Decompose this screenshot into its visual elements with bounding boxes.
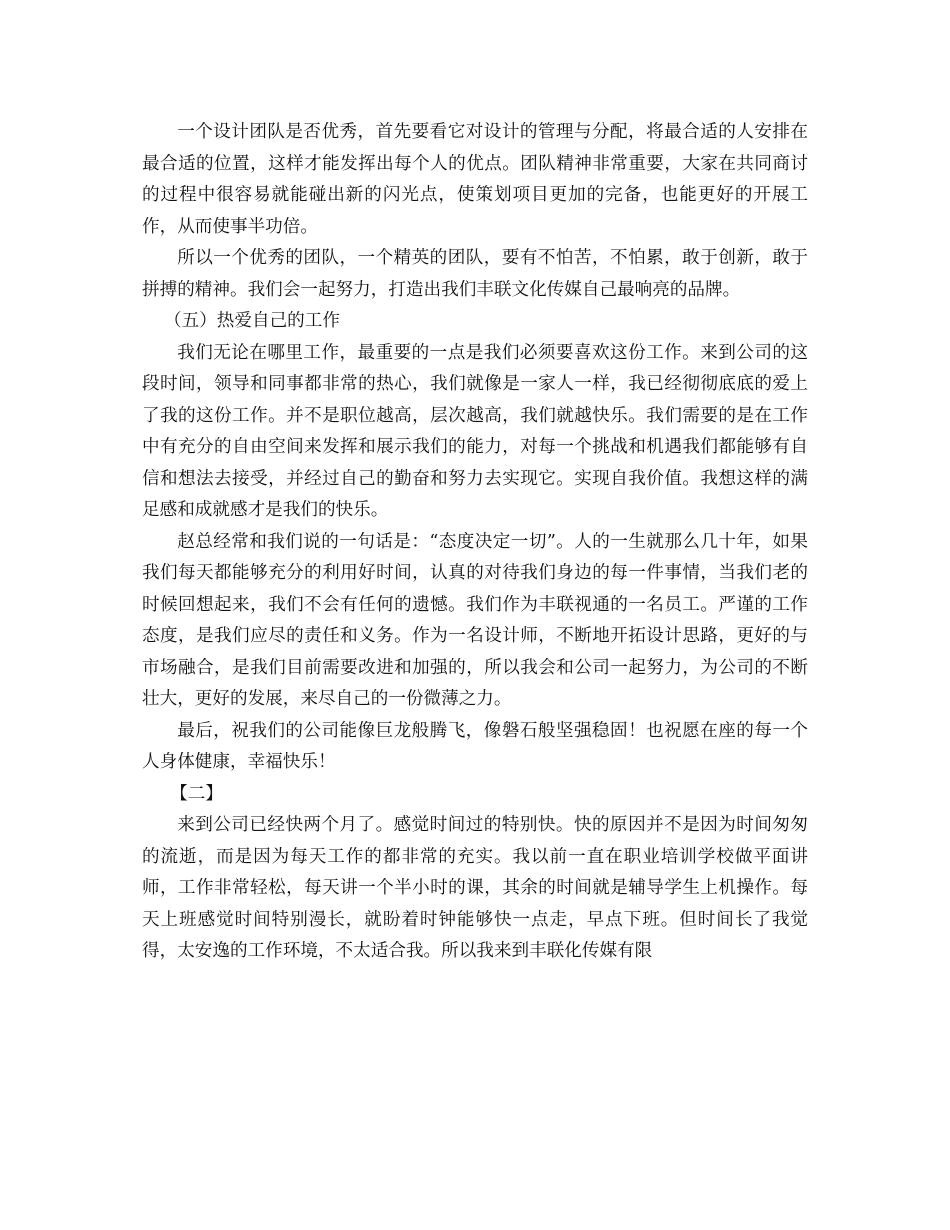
paragraph-team-spirit: 所以一个优秀的团队，一个精英的团队，要有不怕苦，不怕累，敢于创新，敢于拼搏的精神。我们会一起努力，打造出我们丰联文化传媒自己最响亮的品牌。 bbox=[142, 248, 808, 300]
paragraph-love-work: 我们无论在哪里工作，最重要的一点是我们必须要喜欢这份工作。来到公司的这段时间，领导和同事都非常的热心，我们就像是一家人一样，我已经彻彻底底的爱上了我的这份工作。并不是职位越高，层次越高，我们就越快乐。我们需要的是在工作中有充分的自由空间来发挥和展示我们的能力，对每一个挑战和机遇我们都能够有自信和想法去接受，并经过自己的勤奋和努力去实现它。实现自我价值。我想这样的满足感和成就感才是我们的快乐。 bbox=[142, 342, 808, 520]
paragraph-attitude: 赵总经常和我们说的一句话是：“态度决定一切”。人的一生就那么几十年，如果我们每天都能够充分的利用好时间，认真的对待我们身边的每一件事情，当我们老的时候回想起来，我们不会有任何的遗憾。我们作为丰联视通的一名员工。严谨的工作态度，是我们应尽的责任和义务。作为一名设计师，不断地开拓设计思路，更好的与市场融合，是我们目前需要改进和加强的，所以我会和公司一起努力，为公司的不断壮大，更好的发展，来尽自己的一份微薄之力。 bbox=[142, 531, 808, 709]
document-body bbox=[142, 117, 808, 968]
paragraph-closing-wishes: 最后，祝我们的公司能像巨龙般腾飞，像磐石般坚强稳固！也祝愿在座的每一个人身体健康，幸福快乐！ bbox=[142, 720, 808, 772]
paragraph-team-excellence: 一个设计团队是否优秀，首先要看它对设计的管理与分配，将最合适的人安排在最合适的位置，这样才能发挥出每个人的优点。团队精神非常重要，大家在共同商讨的过程中很容易就能碰出新的闪光点，使策划项目更加的完备，也能更好的开展工作，从而使事半功倍。 bbox=[142, 122, 808, 237]
section-marker-two: 【二】 bbox=[170, 783, 223, 804]
section-heading-love-work: （五）热爱自己的工作 bbox=[164, 311, 340, 331]
paragraph-two-months: 来到公司已经快两个月了。感觉时间过的特别快。快的原因并不是因为时间匆匆的流逝，而是因为每天工作的都非常的充实。我以前一直在职业培训学校做平面讲师，工作非常轻松，每天讲一个半小时的课，其余的时间就是辅导学生上机操作。每天上班感觉时间特别漫长，就盼着时钟能够快一点走，早点下班。但时间长了我觉得，太安逸的工作环境，不太适合我。所以我来到丰联化传媒有限 bbox=[142, 815, 808, 961]
